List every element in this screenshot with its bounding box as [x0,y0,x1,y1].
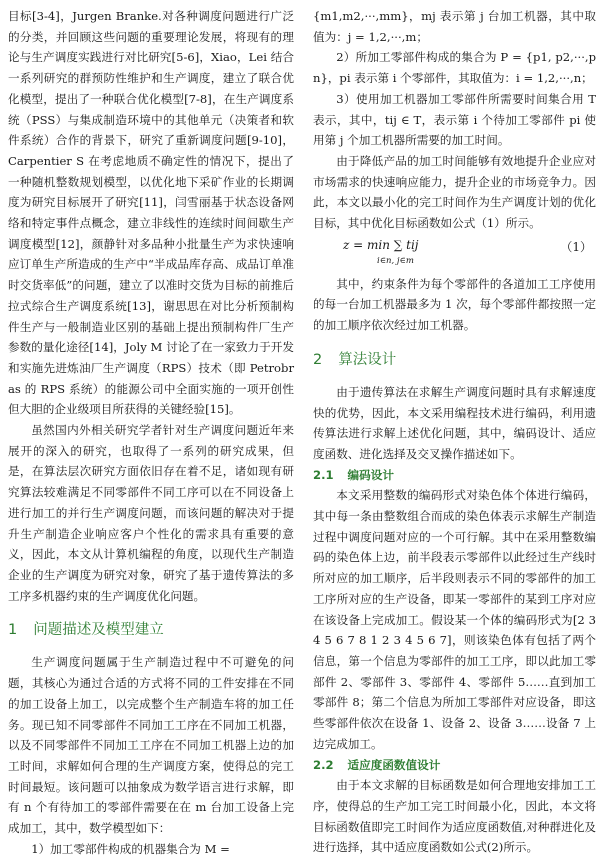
section-2-heading [313,350,596,370]
section-2-title: 算法设计 [338,351,397,368]
subsection-2-2-heading [313,755,596,776]
research-gap-paragraph: 虽然国内外相关研究学者针对生产调度问题近年来展开的深入的研究，也取得了一系列的研究成果，但是，在算法层次研究方面依旧存在着不足，诸如现有研究算法较难满足不同零部件不同工序可以在不同设备上进行加工的并行生产调度问题，而该问题的解决对于提升生产制造企业响应客户个性化的需求具有重要的意义，因此，本文从计算机编程的角度，以现代生产制造企业的生产调度为研究对象，研究了基于遗传算法的多工序多机器约束的生产调度优化问题。 [8,423,294,603]
machine-set-continued: {m1,m2,···,mm}，mj 表示第 j 台加工机器，其中取值为：j = 1,2,···,m； [313,9,596,44]
encoding-paragraph: 本文采用整数的编码形式对染色体个体进行编码，其中每一条由整数组合而成的染色体表示求解生产制造过程中调度问题对应的一个可行解。其中在采用整数编码的染色体上边，前半段表示零部件以此经过生产线时所对应的加工顺序，后半段则表示不同的零部件的加工工序所对应的生产设备，即某一零部件的某到工序对应在该设备上完成加工。假设某一个体的编码形式为[2 3 4 5 6 7 8 1 2 3 4 5 6 7]，则该染色体有包括了两个信息，第一个信息为零部件的加工工序，即以此加工零部件 2、零部件 3、零部件 4、零部件 5……直到加工零部件 8；第二个信息为所加工零部件对应设备，即这些零部件依次在设备 1、设备 2、设备 3……设备 7 上边完成加工。 [313,488,596,751]
subsection-2-1-title: 编码设计 [347,467,394,482]
left-column [8,6,294,859]
right-column [313,6,596,858]
formula-1 [313,234,596,274]
constraint-paragraph: 其中，约束条件为每个零部件的各道加工工序使用的每一台加工机器最多为 1 次，每个零部件都按照一定的加工顺序依次经过加工机器。 [313,276,596,333]
fitness-paragraph: 由于本文求解的目标函数是如何合理地安排加工工序，使得总的生产加工完工时间最小化，因此，本文将目标函数值即完工时间作为适应度函数值,对种群进化及进行选择，其中适应度函数如公式(2)所示。 [313,778,596,855]
section-2-number: 2 [313,351,323,368]
part-set-definition: 2）所加工零部件构成的集合为 P = {p1, p2,···,pn}，pi 表示第 i 个零部件，其取值为：i = 1,2,···,n； [313,50,596,86]
subsection-2-1-heading [313,465,596,486]
objective-paragraph: 由于降低产品的加工时间能够有效地提升企业应对市场需求的快速响应能力，提升企业的市场竞争力。因此，本文以最小化的完工时间作为生产调度计划的优化目标，其中优化目标函数如公式（1）所示。 [313,153,596,231]
formula-1-number: （1） [560,239,592,254]
subsection-2-1-number: 2.1 [313,467,334,482]
formula-1-subscript: i∈n, j∈m [377,255,414,266]
problem-description-paragraph: 生产调度问题属于生产制造过程中不可避免的问题，其核心为通过合适的方式将不同的工件安排在不同的加工设备上加工，以完成整个生产制造车将的加工任务。现已知不同零部件不同加工工序在不同加工机器，以及不同零部件不同加工工序在不同加工机器上边的加工时间，求解如何合理的生产调度方案，使得总的完工时间最短。该问题可以抽象成为数学语言进行求解，即有 n 个有待加工的零部件需要在在 m 台加工设备上完成加工，其中，数学模型如下： [8,655,294,836]
section-1-heading [8,620,294,640]
literature-review-paragraph: 目标[3-4]，Jurgen Branke.对各种调度问题进行广泛的分类，并回顾这些问题的重要理论发展，将现有的理论与生产调度实践进行对比研究[5-6]，Xiao，Lei 结合一系列研究的群预防性维护和生产调度，建立了联合优化模型，提出了一种联合优化模型[7-8]，在生产调度系统（PSS）与集成制造环境中的其他单元（决策者和软件系统）合作的背景下，研究了重新调度问题[9-10]，Carpentier S 在考虑地质不确定性的情况下，提出了一种随机整数规划模型，以优化地下采矿作业的长期调度为研究目标展开了研究[11]，闫雪丽基于状态设备网络和特定事件点概念，建立非线性的连续时间间歇生产调度模型[12]，颜静针对多品种小批量生产为求快速响应订单生产所造成的生产中“半成品库存高、成品订单准时交货率低”的问题，建立了以准时交货为目标的前推后拉式综合生产调度系统[13]，谢思思在对比分析预制构件生产与一般制造业区别的基础上提出预制构件厂生产参数的量化途径[14]，Joly M 讨论了在一家致力于开发和实施先进炼油厂生产调度（RPS）技术（即 Petrobras 的 RPS 系统）的能源公司中全面实施的一项开创性但大胆的企业级项目所获得的关键经验[15]。 [8,9,294,417]
algorithm-intro-paragraph: 由于遗传算法在求解生产调度问题时具有求解速度快的优势，因此，本文采用编程技术进行编码，利用遗传算法进行求解上述优化问题，其中，编码设计、适应度函数、进化选择及交叉操作描述如下。 [313,384,596,461]
subsection-2-2-number: 2.2 [313,757,334,772]
section-1-title: 问题描述及模型建立 [33,622,164,639]
section-1-number: 1 [8,622,18,639]
formula-1-expression: z = min ∑ tij [343,237,419,252]
time-set-definition: 3）使用加工机器加工零部件所需要时间集合用 T 表示，其中，tij ∈ T，表示第 i 个待加工零部件 pi 使用第 j 个加工机器所需要的加工时间。 [313,91,596,148]
subsection-2-2-title: 适应度函数值设计 [347,757,441,772]
machine-set-definition: 1）加工零部件构成的机器集合为 M = [31,841,230,856]
